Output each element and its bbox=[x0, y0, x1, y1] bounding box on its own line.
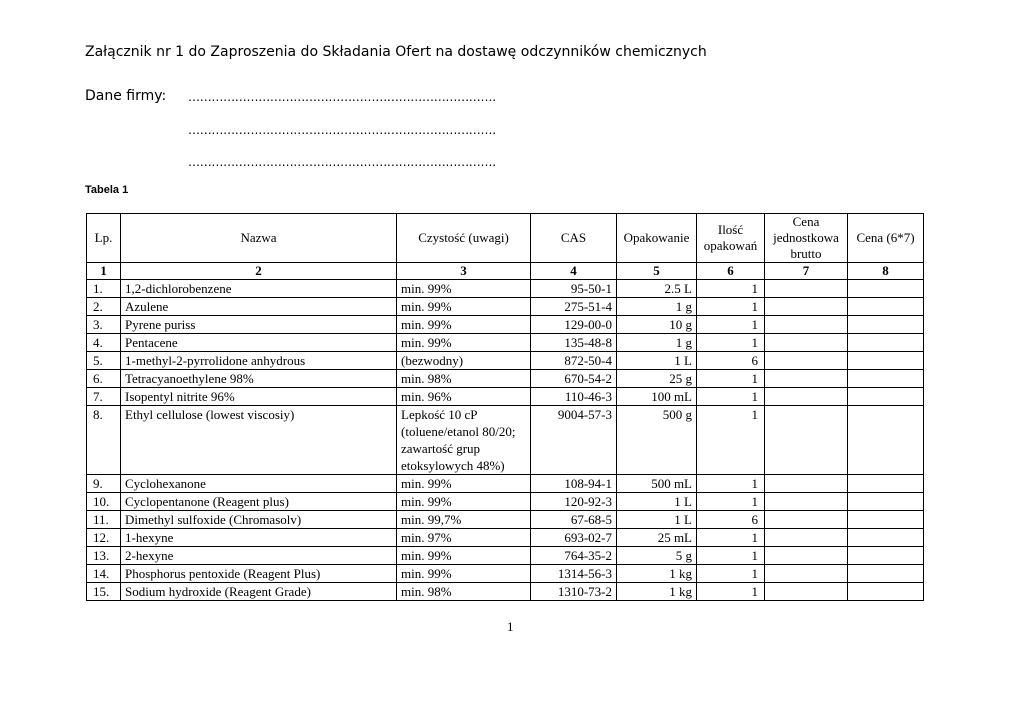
cell-cas: 1310-73-2 bbox=[531, 583, 617, 601]
column-number: 1 bbox=[87, 263, 121, 280]
cell-unit-price bbox=[765, 298, 848, 316]
column-header-lp: Lp. bbox=[87, 214, 121, 263]
page-number: 1 bbox=[507, 619, 514, 634]
cell-qty: 1 bbox=[697, 493, 765, 511]
table-row bbox=[87, 280, 924, 298]
cell-total bbox=[848, 352, 924, 370]
cell-lp: 11. bbox=[87, 511, 121, 529]
cell-cas: 1314-56-3 bbox=[531, 565, 617, 583]
cell-lp: 14. bbox=[87, 565, 121, 583]
table-row bbox=[87, 529, 924, 547]
cell-unit-price bbox=[765, 334, 848, 352]
cell-purity: min. 96% bbox=[397, 388, 531, 406]
cell-lp: 10. bbox=[87, 493, 121, 511]
table-row bbox=[87, 493, 924, 511]
cell-total bbox=[848, 547, 924, 565]
cell-name: Sodium hydroxide (Reagent Grade) bbox=[121, 583, 397, 601]
cell-purity: min. 97% bbox=[397, 529, 531, 547]
column-number: 6 bbox=[697, 263, 765, 280]
cell-total bbox=[848, 370, 924, 388]
cell-name: Phosphorus pentoxide (Reagent Plus) bbox=[121, 565, 397, 583]
cell-total bbox=[848, 406, 924, 475]
cell-lp: 1. bbox=[87, 280, 121, 298]
cell-total bbox=[848, 334, 924, 352]
cell-unit-price bbox=[765, 388, 848, 406]
cell-lp: 2. bbox=[87, 298, 121, 316]
cell-purity: min. 99% bbox=[397, 316, 531, 334]
cell-qty: 1 bbox=[697, 565, 765, 583]
cell-pack: 10 g bbox=[617, 316, 697, 334]
cell-pack: 1 kg bbox=[617, 583, 697, 601]
cell-cas: 275-51-4 bbox=[531, 298, 617, 316]
firm-data-line-3: ……………………………………………………………………. bbox=[188, 155, 496, 169]
table-row bbox=[87, 511, 924, 529]
table-row bbox=[87, 565, 924, 583]
cell-lp: 5. bbox=[87, 352, 121, 370]
cell-unit-price bbox=[765, 280, 848, 298]
cell-cas: 95-50-1 bbox=[531, 280, 617, 298]
cell-total bbox=[848, 565, 924, 583]
cell-purity: min. 99% bbox=[397, 565, 531, 583]
cell-total bbox=[848, 511, 924, 529]
cell-name: Dimethyl sulfoxide (Chromasolv) bbox=[121, 511, 397, 529]
column-number: 3 bbox=[397, 263, 531, 280]
cell-purity: min. 99% bbox=[397, 493, 531, 511]
cell-purity: min. 99% bbox=[397, 475, 531, 493]
table-row bbox=[87, 316, 924, 334]
cell-name: 1-hexyne bbox=[121, 529, 397, 547]
cell-pack: 1 L bbox=[617, 352, 697, 370]
column-header-purity: Czystość (uwagi) bbox=[397, 214, 531, 263]
table-column-number-row bbox=[87, 263, 924, 280]
cell-pack: 1 L bbox=[617, 493, 697, 511]
cell-pack: 1 L bbox=[617, 511, 697, 529]
table-row bbox=[87, 370, 924, 388]
table-row bbox=[87, 406, 924, 475]
cell-unit-price bbox=[765, 565, 848, 583]
cell-name: Pyrene puriss bbox=[121, 316, 397, 334]
cell-unit-price bbox=[765, 406, 848, 475]
cell-total bbox=[848, 583, 924, 601]
cell-lp: 4. bbox=[87, 334, 121, 352]
cell-lp: 9. bbox=[87, 475, 121, 493]
table-header-row bbox=[87, 214, 924, 263]
cell-purity: min. 98% bbox=[397, 583, 531, 601]
cell-qty: 1 bbox=[697, 583, 765, 601]
cell-unit-price bbox=[765, 547, 848, 565]
cell-lp: 6. bbox=[87, 370, 121, 388]
table-row bbox=[87, 352, 924, 370]
cell-unit-price bbox=[765, 493, 848, 511]
cell-total bbox=[848, 388, 924, 406]
cell-qty: 1 bbox=[697, 547, 765, 565]
column-header-name: Nazwa bbox=[121, 214, 397, 263]
cell-cas: 67-68-5 bbox=[531, 511, 617, 529]
firm-data-line-1: ……………………………………………………………………. bbox=[188, 90, 496, 104]
cell-name: Ethyl cellulose (lowest viscosiy) bbox=[121, 406, 397, 475]
cell-cas: 764-35-2 bbox=[531, 547, 617, 565]
cell-qty: 1 bbox=[697, 529, 765, 547]
cell-pack: 1 g bbox=[617, 334, 697, 352]
cell-purity: min. 99% bbox=[397, 298, 531, 316]
cell-name: Cyclohexanone bbox=[121, 475, 397, 493]
cell-pack: 1 g bbox=[617, 298, 697, 316]
cell-qty: 1 bbox=[697, 334, 765, 352]
table-row bbox=[87, 298, 924, 316]
cell-qty: 1 bbox=[697, 406, 765, 475]
cell-purity: Lepkość 10 cP (toluene/etanol 80/20; zawartość grup etoksylowych 48%) bbox=[397, 406, 531, 475]
column-header-unit-price: Cena jednostkowa brutto bbox=[765, 214, 848, 263]
column-number: 4 bbox=[531, 263, 617, 280]
products-table bbox=[86, 213, 924, 601]
cell-purity: min. 99% bbox=[397, 334, 531, 352]
cell-pack: 100 mL bbox=[617, 388, 697, 406]
cell-cas: 135-48-8 bbox=[531, 334, 617, 352]
cell-qty: 1 bbox=[697, 388, 765, 406]
column-header-qty: Ilość opakowań bbox=[697, 214, 765, 263]
table-caption: Tabela 1 bbox=[85, 184, 129, 196]
cell-pack: 500 g bbox=[617, 406, 697, 475]
cell-name: 2-hexyne bbox=[121, 547, 397, 565]
table-row bbox=[87, 547, 924, 565]
cell-name: Pentacene bbox=[121, 334, 397, 352]
cell-purity: min. 99,7% bbox=[397, 511, 531, 529]
column-number: 5 bbox=[617, 263, 697, 280]
table-body bbox=[87, 280, 924, 601]
cell-pack: 25 mL bbox=[617, 529, 697, 547]
document-title: Załącznik nr 1 do Zaproszenia do Składania Ofert na dostawę odczynników chemicznych bbox=[85, 44, 707, 60]
cell-total bbox=[848, 280, 924, 298]
cell-lp: 3. bbox=[87, 316, 121, 334]
cell-pack: 1 kg bbox=[617, 565, 697, 583]
cell-pack: 2.5 L bbox=[617, 280, 697, 298]
table-row bbox=[87, 583, 924, 601]
column-header-cas: CAS bbox=[531, 214, 617, 263]
cell-pack: 5 g bbox=[617, 547, 697, 565]
firm-data-label: Dane firmy: bbox=[85, 88, 167, 104]
cell-name: Isopentyl nitrite 96% bbox=[121, 388, 397, 406]
cell-name: Cyclopentanone (Reagent plus) bbox=[121, 493, 397, 511]
cell-qty: 1 bbox=[697, 298, 765, 316]
cell-unit-price bbox=[765, 529, 848, 547]
cell-total bbox=[848, 316, 924, 334]
column-header-pack: Opakowanie bbox=[617, 214, 697, 263]
cell-qty: 6 bbox=[697, 511, 765, 529]
cell-pack: 25 g bbox=[617, 370, 697, 388]
cell-total bbox=[848, 493, 924, 511]
cell-cas: 129-00-0 bbox=[531, 316, 617, 334]
cell-name: 1-methyl-2-pyrrolidone anhydrous bbox=[121, 352, 397, 370]
cell-cas: 120-92-3 bbox=[531, 493, 617, 511]
cell-cas: 110-46-3 bbox=[531, 388, 617, 406]
cell-lp: 7. bbox=[87, 388, 121, 406]
cell-qty: 1 bbox=[697, 280, 765, 298]
column-header-total: Cena (6*7) bbox=[848, 214, 924, 263]
table-row bbox=[87, 475, 924, 493]
cell-unit-price bbox=[765, 352, 848, 370]
column-number: 7 bbox=[765, 263, 848, 280]
cell-unit-price bbox=[765, 370, 848, 388]
table-row bbox=[87, 334, 924, 352]
cell-purity: (bezwodny) bbox=[397, 352, 531, 370]
cell-lp: 12. bbox=[87, 529, 121, 547]
cell-qty: 1 bbox=[697, 475, 765, 493]
cell-name: Tetracyanoethylene 98% bbox=[121, 370, 397, 388]
cell-unit-price bbox=[765, 475, 848, 493]
cell-purity: min. 99% bbox=[397, 280, 531, 298]
cell-total bbox=[848, 298, 924, 316]
cell-cas: 872-50-4 bbox=[531, 352, 617, 370]
cell-qty: 1 bbox=[697, 370, 765, 388]
table-row bbox=[87, 388, 924, 406]
cell-purity: min. 99% bbox=[397, 547, 531, 565]
cell-lp: 8. bbox=[87, 406, 121, 475]
cell-unit-price bbox=[765, 316, 848, 334]
cell-purity: min. 98% bbox=[397, 370, 531, 388]
cell-qty: 1 bbox=[697, 316, 765, 334]
cell-cas: 670-54-2 bbox=[531, 370, 617, 388]
cell-pack: 500 mL bbox=[617, 475, 697, 493]
cell-cas: 693-02-7 bbox=[531, 529, 617, 547]
cell-unit-price bbox=[765, 583, 848, 601]
cell-total bbox=[848, 475, 924, 493]
cell-cas: 108-94-1 bbox=[531, 475, 617, 493]
cell-lp: 15. bbox=[87, 583, 121, 601]
column-number: 8 bbox=[848, 263, 924, 280]
cell-total bbox=[848, 529, 924, 547]
cell-name: Azulene bbox=[121, 298, 397, 316]
cell-qty: 6 bbox=[697, 352, 765, 370]
cell-cas: 9004-57-3 bbox=[531, 406, 617, 475]
cell-unit-price bbox=[765, 511, 848, 529]
column-number: 2 bbox=[121, 263, 397, 280]
firm-data-line-2: ……………………………………………………………………. bbox=[188, 123, 496, 137]
cell-lp: 13. bbox=[87, 547, 121, 565]
cell-name: 1,2-dichlorobenzene bbox=[121, 280, 397, 298]
